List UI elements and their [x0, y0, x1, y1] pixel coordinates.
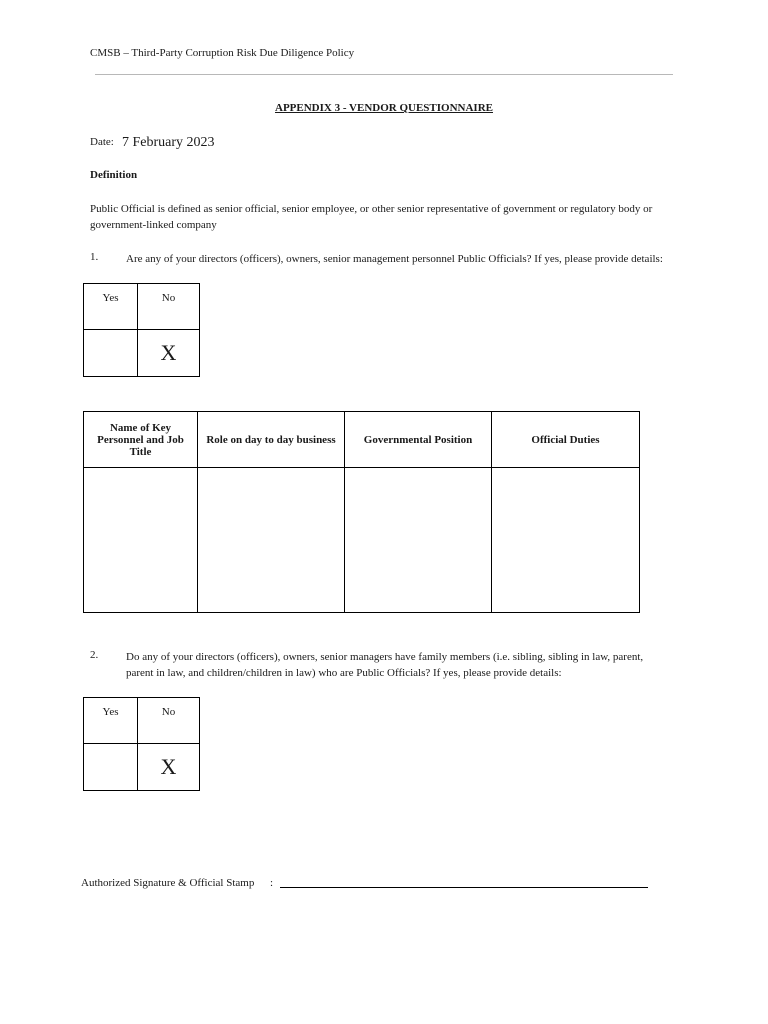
date-value: 7 February 2023 — [122, 135, 215, 150]
document-title: APPENDIX 3 - VENDOR QUESTIONNAIRE — [275, 102, 493, 114]
question-2-number: 2. — [90, 649, 99, 661]
yes-answer-cell[interactable] — [84, 744, 138, 791]
no-answer-cell[interactable]: X — [138, 744, 200, 791]
yes-answer-cell[interactable] — [84, 330, 138, 377]
page-header: CMSB – Third-Party Corruption Risk Due Diligence Policy — [90, 47, 355, 59]
col-header-official-duties: Official Duties — [492, 412, 640, 468]
no-header: No — [138, 698, 200, 744]
cell-role[interactable] — [198, 468, 345, 613]
col-header-name: Name of Key Personnel and Job Title — [84, 412, 198, 468]
cell-name[interactable] — [84, 468, 198, 613]
key-personnel-table — [83, 411, 640, 613]
no-header: No — [138, 284, 200, 330]
col-header-role: Role on day to day business — [198, 412, 345, 468]
cell-governmental-position[interactable] — [345, 468, 492, 613]
cell-official-duties[interactable] — [492, 468, 640, 613]
date-label: Date: — [90, 136, 114, 148]
question-1-number: 1. — [90, 251, 99, 263]
signature-colon: : — [270, 877, 274, 889]
signature-line[interactable] — [280, 887, 648, 888]
question-1-text: Are any of your directors (officers), owners, senior management personnel Public Officials? If yes, please provide details: — [126, 253, 663, 265]
question-1-answer-table — [83, 283, 200, 377]
definition-text: Public Official is defined as senior official, senior employee, or other senior representative of government or regulatory body or government-linked company — [90, 203, 653, 231]
definition-heading: Definition — [90, 169, 138, 181]
question-2-text: Do any of your directors (officers), owners, senior managers have family members (i.e. sibling, sibling in law, parent, parent in law, and children/children in law) who are Public Officials? If yes, please provide details: — [126, 651, 644, 679]
yes-header: Yes — [84, 284, 138, 330]
no-answer-cell[interactable]: X — [138, 330, 200, 377]
col-header-governmental-position: Governmental Position — [345, 412, 492, 468]
yes-header: Yes — [84, 698, 138, 744]
header-divider — [95, 74, 673, 75]
signature-label: Authorized Signature & Official Stamp — [81, 877, 255, 889]
question-2-answer-table — [83, 697, 200, 791]
